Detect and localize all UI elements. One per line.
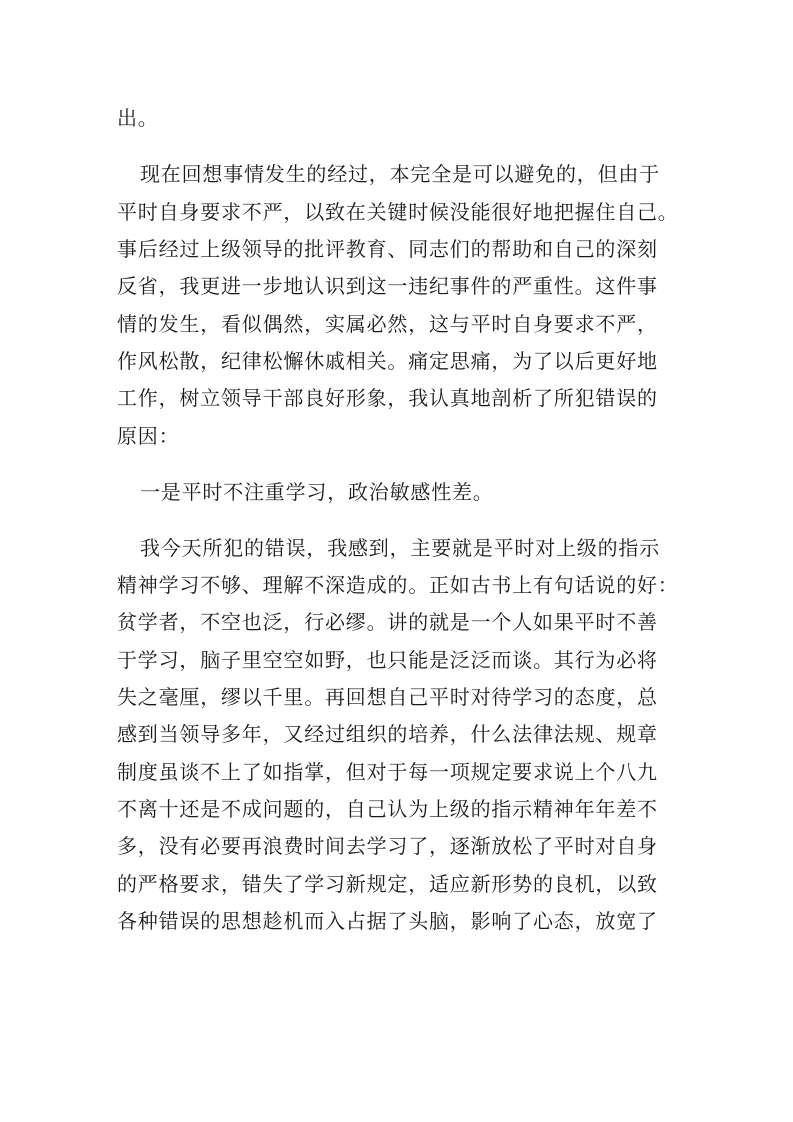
text-line: 作风松散，纪律松懈休戚相关。痛定思痛，为了以后更好地	[117, 349, 658, 373]
text-line: 制度虽谈不上了如指掌，但对于每一项规定要求说上个八九	[117, 760, 658, 784]
text-line: 原因：	[117, 424, 180, 448]
text-line: 平时自身要求不严，以致在关键时候没能很好地把握住自己。	[117, 200, 679, 224]
paragraph-first-line: 现在回想事情发生的经过，本完全是可以避免的，但由于	[140, 162, 660, 186]
text-line: 失之毫厘，缪以千里。再回想自己平时对待学习的态度，总	[117, 685, 658, 709]
text-line: 工作，树立领导干部良好形象，我认真地剖析了所犯错误的	[117, 386, 658, 410]
text-line: 精神学习不够、理解不深造成的。正如古书上有句话说的好：	[117, 573, 679, 597]
text-line: 贫学者，不空也泛，行必缪。讲的就是一个人如果平时不善	[117, 610, 658, 634]
text-line: 多，没有必要再浪费时间去学习了，逐渐放松了平时对自身	[117, 834, 658, 858]
text-line: 感到当领导多年，又经过组织的培养，什么法律法规、规章	[117, 722, 658, 746]
section-heading: 一是平时不注重学习，政治敏感性差。	[140, 480, 494, 504]
text-line: 不离十还是不成问题的，自己认为上级的指示精神年年差不	[117, 797, 658, 821]
text-line: 于学习，脑子里空空如野，也只能是泛泛而谈。其行为必将	[117, 648, 658, 672]
text-line: 情的发生，看似偶然，实属必然，这与平时自身要求不严，	[117, 312, 658, 336]
text-line: 事后经过上级领导的批评教育、同志们的帮助和自己的深刻	[117, 237, 658, 261]
paragraph-first-line: 我今天所犯的错误，我感到，主要就是平时对上级的指示	[140, 536, 660, 560]
text-line: 出。	[117, 106, 159, 130]
text-line: 的严格要求，错失了学习新规定，适应新形势的良机，以致	[117, 872, 658, 896]
text-line: 反省，我更进一步地认识到这一违纪事件的严重性。这件事	[117, 274, 658, 298]
text-line: 各种错误的思想趁机而入占据了头脑，影响了心态，放宽了	[117, 909, 658, 933]
